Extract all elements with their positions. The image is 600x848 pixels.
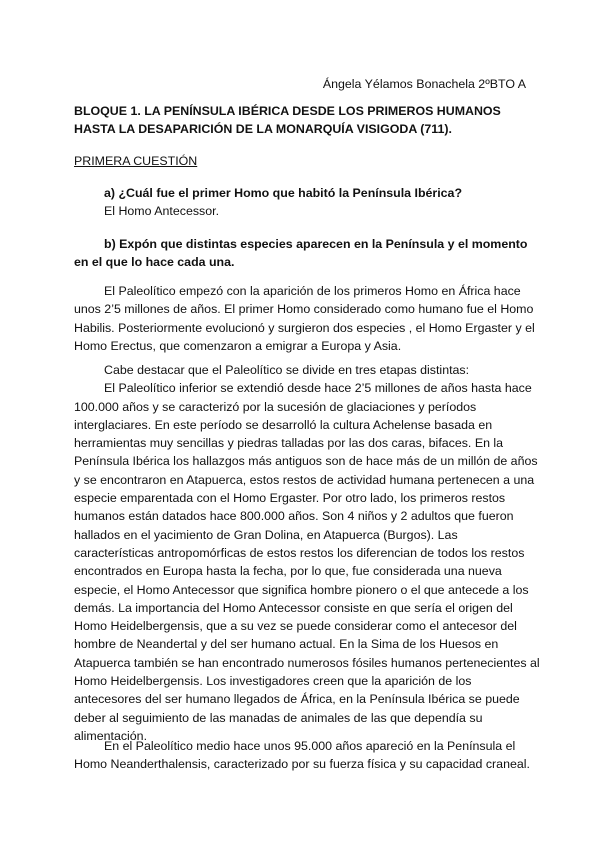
text-line: Cabe destacar que el Paleolítico se divide en tres etapas distintas: (104, 363, 470, 377)
text-line: Homo Neanderthalensis, caracterizado por su fuerza física y su capacidad craneal. (74, 757, 530, 772)
text-line: características antropomórficas de estos restos los diferencian de todos los restos (74, 545, 525, 560)
text-line: unos 2’5 millones de años. El primer Homo considerado como humano fue el Homo (74, 302, 534, 317)
text-line: Habilis. Posteriormente evolucionó y surgieron dos especies , el Homo Ergaster y el (74, 320, 535, 335)
text-line: Atapuerca también se han encontrado numerosos fósiles humanos pertenecientes al (74, 655, 540, 670)
paragraph-3 (0, 737, 600, 774)
text-line: Homo Erectus, que comenzaron a emigrar a Europa y Asia. (74, 338, 402, 353)
question-b-line-2: en el que lo hace cada una. (74, 255, 235, 269)
text-line: hombre de Neandertal y del ser humano actual. En la Sima de los Huesos en (74, 637, 499, 652)
paragraph-1 (0, 282, 600, 355)
text-line: especie, el Homo Antecessor que significa hombre pionero o el que antecede a los (74, 582, 529, 597)
question-a: a) ¿Cuál fue el primer Homo que habitó la Península Ibérica? (104, 186, 463, 200)
text-line: deber al seguimiento de las manadas de animales de las que dependía su (74, 710, 483, 725)
author-line: Ángela Yélamos Bonachela 2ºBTO A (322, 77, 526, 91)
question-b-line-1: b) Expón que distintas especies aparecen en la Península y el momento (104, 237, 528, 251)
section-heading: PRIMERA CUESTIÓN (74, 154, 198, 168)
answer-a: El Homo Antecessor. (104, 204, 220, 218)
paragraph-2 (0, 361, 600, 745)
text-line: Homo Heidelbergensis. Los investigadores creen que la aparición de los (74, 674, 472, 689)
text-line: humanos están datados hace 800.000 años. Son 4 niños y 2 adultos que fueron (74, 509, 514, 524)
text-line: 100.000 años y se caracterizó por la sucesión de glaciaciones y períodos (74, 399, 477, 414)
text-line: El Paleolítico inferior se extendió desde hace 2’5 millones de años hasta hace (104, 381, 532, 396)
text-line: El Paleolítico empezó con la aparición de los primeros Homo en África hace (104, 284, 521, 298)
text-line: herramientas muy sencillas y piedras talladas por las dos caras, bifaces. En la (74, 436, 504, 451)
text-line: interglaciares. En este período se desarrolló la cultura Achelense basada en (74, 417, 493, 432)
text-line: y se encontraron en Atapuerca, estos restos de actividad humana pertenecen a una (74, 472, 535, 487)
title-line-2: HASTA LA DESAPARICIÓN DE LA MONARQUÍA VISIGODA (711). (74, 122, 452, 136)
text-line: En el Paleolítico medio hace unos 95.000 años apareció en la Península el (104, 739, 516, 753)
text-line: demás. La importancia del Homo Antecessor consiste en que sería el origen del (74, 600, 513, 615)
text-line: antecesores del ser humano llegados de África, en la Península Ibérica se puede (74, 692, 520, 707)
text-line: Península Ibérica los hallazgos más antiguos son de hace más de un millón de años (74, 454, 538, 469)
text-line: especie emparentada con el Homo Ergaster. Por otro lado, los primeros restos (74, 491, 506, 506)
text-line: encontrados en Europa hasta la fecha, por lo que, fue considerada una nueva (74, 564, 502, 579)
text-line: alimentación. (74, 728, 148, 743)
title-line-1: BLOQUE 1. LA PENÍNSULA IBÉRICA DESDE LOS PRIMEROS HUMANOS (74, 104, 501, 118)
text-line: hallados en el yacimiento de Gran Dolina, en Atapuerca (Burgos). Las (74, 527, 458, 542)
text-line: Homo Heidelbergensis, que a su vez se puede considerar como el antecesor del (74, 619, 517, 634)
